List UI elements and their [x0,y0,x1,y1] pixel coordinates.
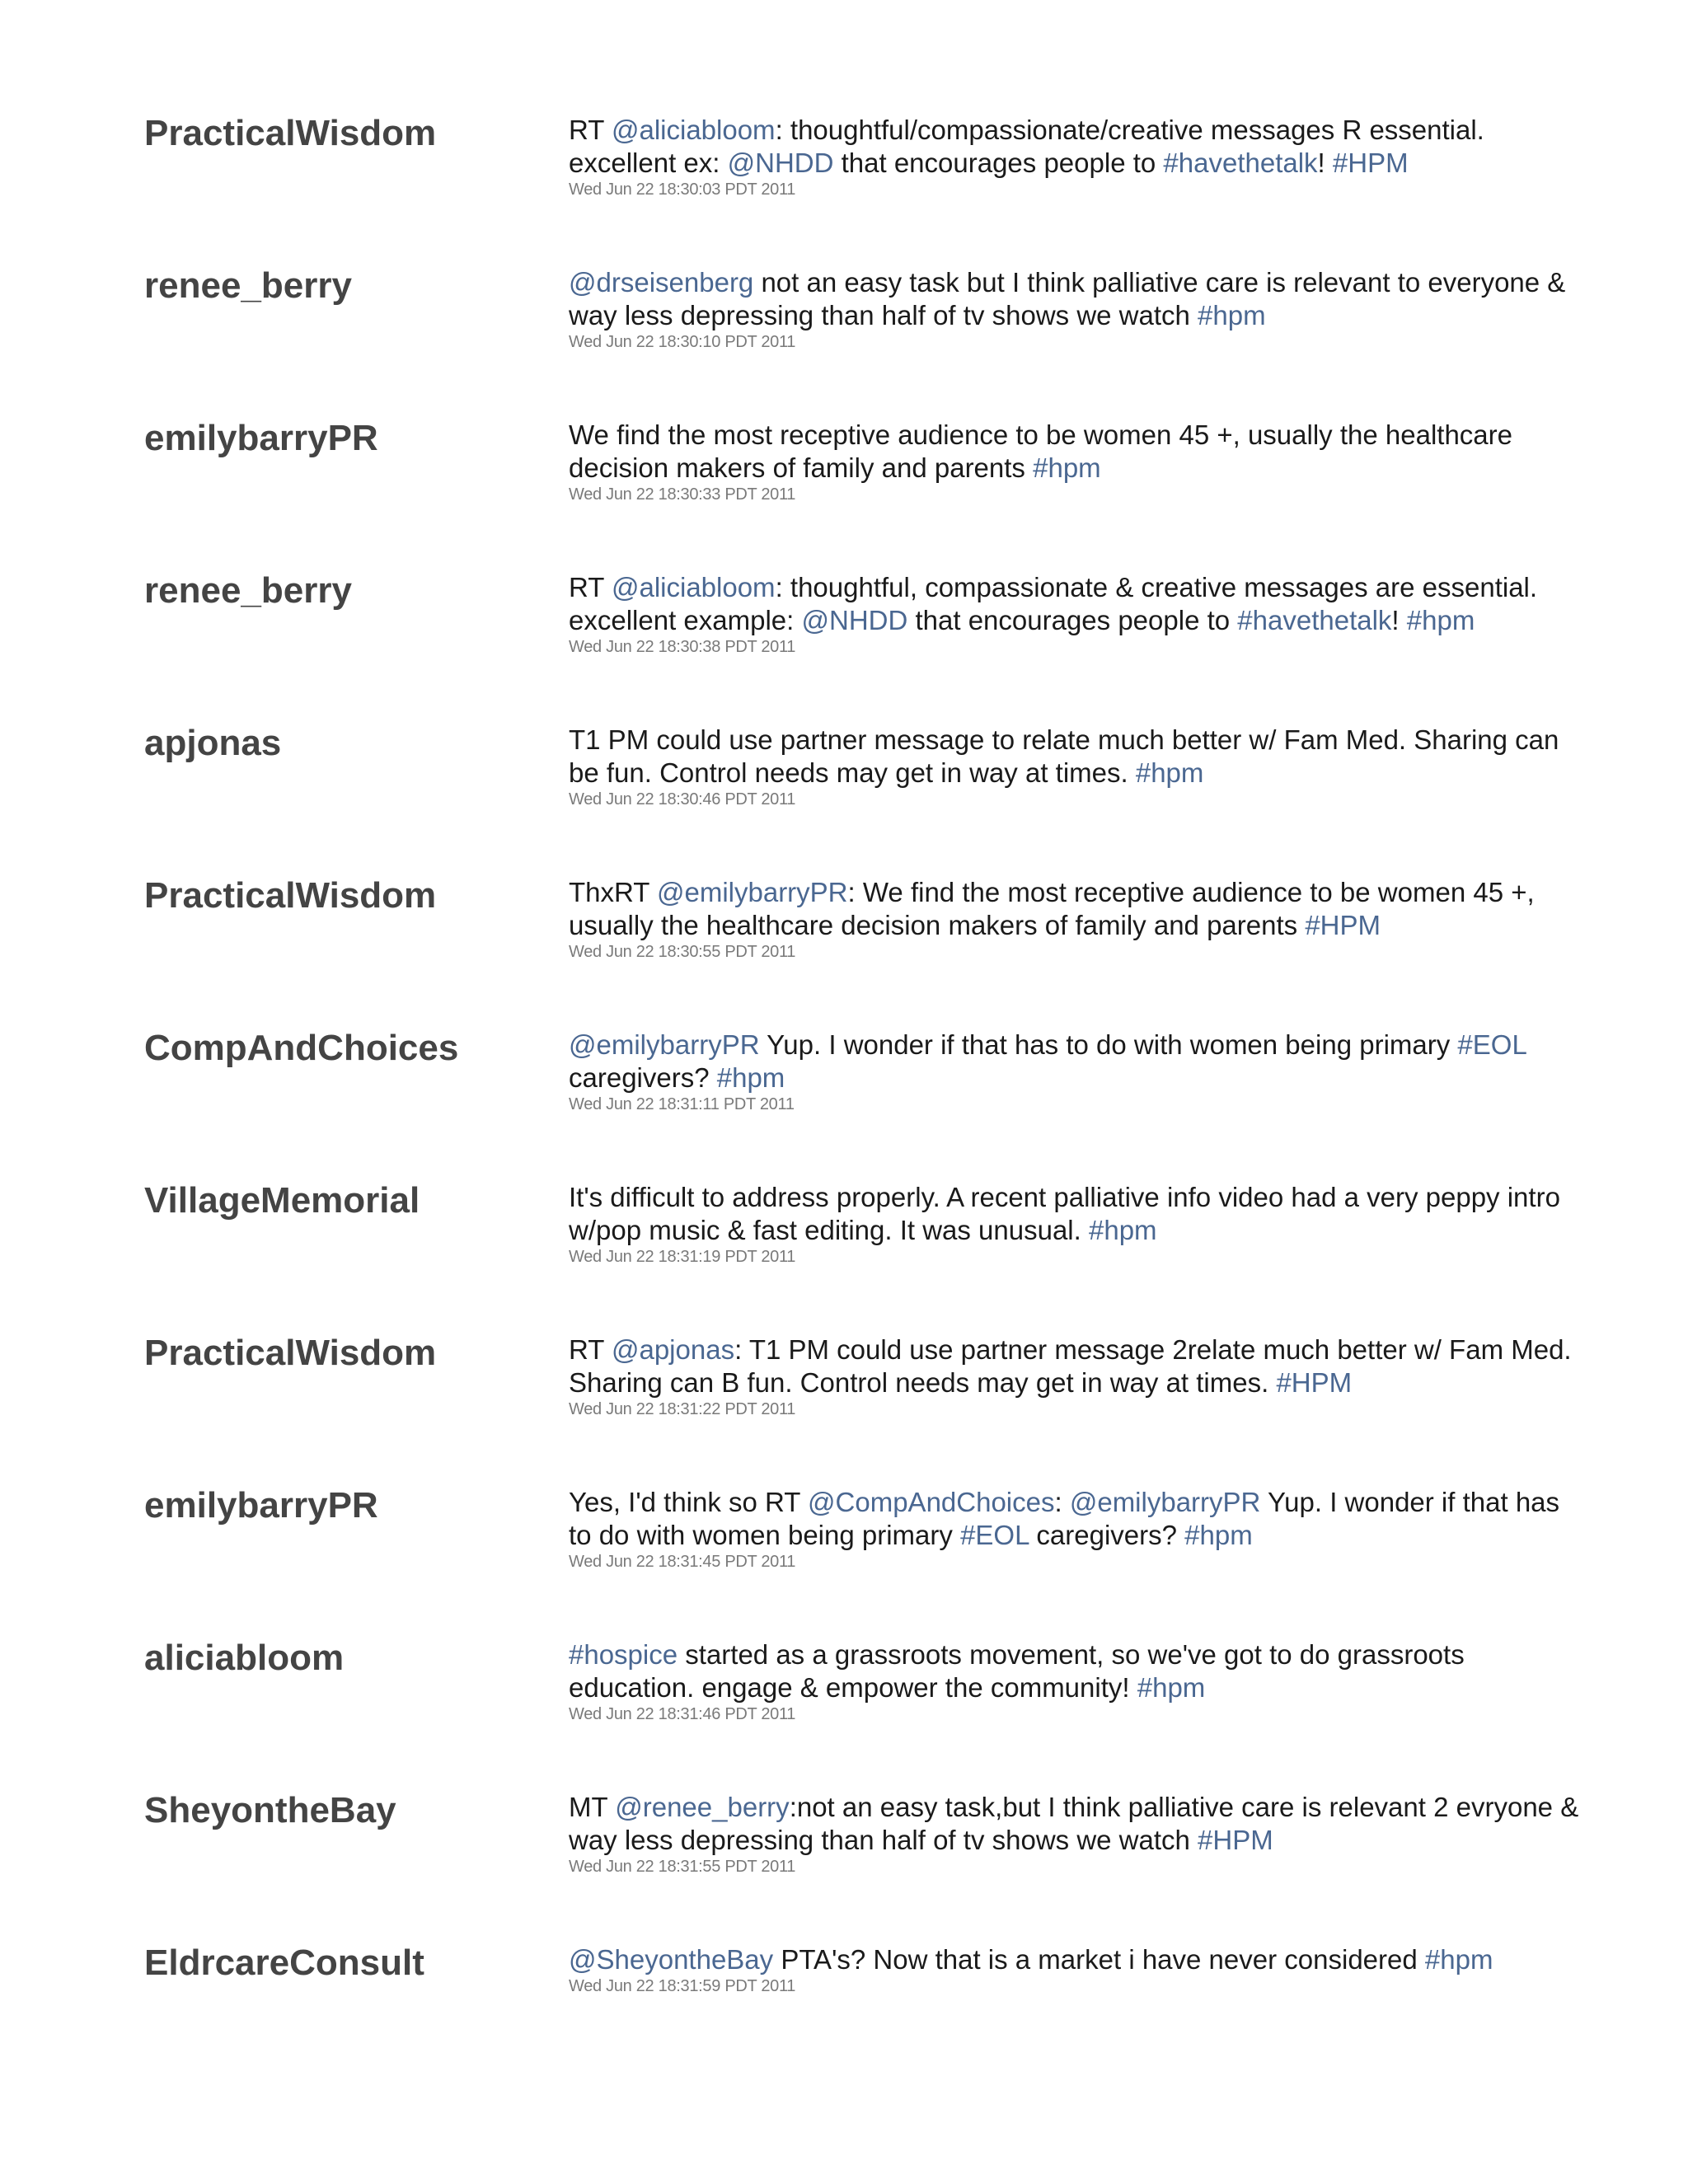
tweet-username[interactable]: PracticalWisdom [144,875,437,916]
tweet-timestamp: Wed Jun 22 18:30:10 PDT 2011 [569,333,796,351]
tweet-username[interactable]: emilybarryPR [144,1485,378,1526]
tweet-text-segment: Yup. I wonder if that has to do with women being primary [569,1487,1560,1550]
hashtag-link[interactable]: #hpm [1406,605,1475,635]
mention-link[interactable]: @CompAndChoices [808,1487,1055,1517]
tweet-text-segment: that encourages people to [907,605,1238,635]
tweet-text-segment: ! [1317,148,1333,178]
tweet-text-segment: MT [569,1792,616,1822]
hashtag-link[interactable]: #EOL [960,1520,1029,1550]
mention-link[interactable]: @SheyontheBay [569,1944,774,1975]
mention-link[interactable]: @emilybarryPR [656,877,848,907]
mention-link[interactable]: @NHDD [727,148,834,178]
tweet-text-segment: caregivers? [569,1062,717,1093]
tweet-text-segment: Yup. I wonder if that has to do with women being primary [759,1029,1458,1060]
tweet-text-segment: : We find the most receptive audience to be women 45 +, usually the healthcare decision makers of family and parents [569,877,1535,940]
tweet-username[interactable]: apjonas [144,723,282,763]
tweet-text-segment: not an easy task but I think palliative care is relevant to everyone & way less depressing than half of tv shows we watch [569,267,1566,330]
hashtag-link[interactable]: #hpm [1137,1672,1206,1703]
hashtag-link[interactable]: #havethetalk [1163,148,1318,178]
tweet-text-segment: RT [569,1334,612,1365]
tweet-username[interactable]: renee_berry [144,265,352,306]
page-bottom-margin [0,2100,1688,2184]
mention-link[interactable]: @NHDD [801,605,908,635]
mention-link[interactable]: @drseisenberg [569,267,754,298]
tweet-text [569,1943,1582,1976]
tweet-row [0,1525,1688,1723]
tweet-username[interactable]: CompAndChoices [144,1028,459,1068]
tweet-timestamp: Wed Jun 22 18:31:59 PDT 2011 [569,1977,796,1995]
tweet-timestamp: Wed Jun 22 18:31:11 PDT 2011 [569,1095,795,1113]
tweet-row [0,1830,1688,1995]
tweet-row [0,610,1688,808]
tweet-text-segment: :not an easy task,but I think palliative care is relevant 2 evryone & way less depressing than half of tv shows we watch [569,1792,1579,1855]
tweet-username[interactable]: VillageMemorial [144,1180,420,1221]
tweet-timestamp: Wed Jun 22 18:30:38 PDT 2011 [569,638,796,656]
tweet-timestamp: Wed Jun 22 18:30:55 PDT 2011 [569,943,796,961]
tweet-row [0,1372,1688,1571]
hashtag-link[interactable]: #hpm [1135,757,1204,788]
tweet-text-segment: started as a grassroots movement, so we've got to do grassroots education. engage & empower the community! [569,1639,1465,1703]
tweet-text-segment: : thoughtful/compassionate/creative messages R essential. excellent ex: [569,115,1484,178]
tweet-row [0,457,1688,656]
mention-link[interactable]: @emilybarryPR [1069,1487,1261,1517]
tweet-text-segment: ! [1391,605,1407,635]
tweet-username[interactable]: SheyontheBay [144,1790,396,1830]
tweet-row [0,0,1688,199]
tweet-text-segment: RT [569,572,612,602]
mention-link[interactable]: @aliciabloom [611,572,776,602]
hashtag-link[interactable]: #hospice [569,1639,678,1670]
tweet-row [0,762,1688,961]
hashtag-link[interactable]: #hpm [716,1062,785,1093]
hashtag-link[interactable]: #hpm [1088,1215,1157,1245]
tweet-text-segment: RT [569,115,612,145]
hashtag-link[interactable]: #HPM [1198,1825,1273,1855]
tweet-text-segment: Yes, I'd think so RT [569,1487,809,1517]
hashtag-link[interactable]: #EOL [1457,1029,1526,1060]
hashtag-link[interactable]: #havethetalk [1237,605,1392,635]
tweet-row [0,1067,1688,1266]
tweet-timestamp: Wed Jun 22 18:31:45 PDT 2011 [569,1553,796,1571]
tweet-username[interactable]: PracticalWisdom [144,1333,437,1373]
tweet-username[interactable]: emilybarryPR [144,418,378,458]
tweet-row [0,915,1688,1113]
hashtag-link[interactable]: #hpm [1033,452,1101,483]
tweet-timestamp: Wed Jun 22 18:31:46 PDT 2011 [569,1705,796,1723]
hashtag-link[interactable]: #HPM [1276,1367,1353,1398]
tweet-row [0,1677,1688,1876]
tweet-timestamp: Wed Jun 22 18:30:03 PDT 2011 [569,180,796,199]
mention-link[interactable]: @renee_berry [615,1792,790,1822]
tweet-text-segment: : thoughtful, compassionate & creative messages are essential. excellent example: [569,572,1538,635]
tweet-username[interactable]: aliciabloom [144,1638,345,1678]
tweet-text-segment: ThxRT [569,877,657,907]
tweet-timestamp: Wed Jun 22 18:30:46 PDT 2011 [569,790,796,808]
hashtag-link[interactable]: #HPM [1332,148,1409,178]
tweet-text-segment: that encourages people to [833,148,1164,178]
hashtag-link[interactable]: #hpm [1424,1944,1493,1975]
mention-link[interactable]: @aliciabloom [611,115,776,145]
tweet-row [0,305,1688,504]
tweet-text-segment: T1 PM could use partner message to relate much better w/ Fam Med. Sharing can be fun. Control needs may get in way at times. [569,724,1559,788]
mention-link[interactable]: @emilybarryPR [569,1029,760,1060]
tweet-timestamp: Wed Jun 22 18:31:55 PDT 2011 [569,1858,796,1876]
tweet-timestamp: Wed Jun 22 18:31:19 PDT 2011 [569,1248,796,1266]
hashtag-link[interactable]: #hpm [1198,300,1266,330]
tweet-text-segment: caregivers? [1029,1520,1185,1550]
tweet-text-segment: We find the most receptive audience to be women 45 +, usually the healthcare decision makers of family and parents [569,419,1512,483]
tweet-text-segment: It's difficult to address properly. A recent palliative info video had a very peppy intro w/pop music & fast editing. It was unusual. [569,1182,1560,1245]
mention-link[interactable]: @apjonas [611,1334,735,1365]
tweet-username[interactable]: EldrcareConsult [144,1943,424,1983]
tweet-timestamp: Wed Jun 22 18:31:22 PDT 2011 [569,1400,796,1418]
hashtag-link[interactable]: #HPM [1305,910,1381,940]
tweet-text-segment: : [1054,1487,1070,1517]
tweet-username[interactable]: renee_berry [144,570,352,611]
tweet-username[interactable]: PracticalWisdom [144,113,437,153]
tweet-row [0,152,1688,351]
tweet-row [0,1220,1688,1418]
tweet-text-segment: : T1 PM could use partner message 2relate much better w/ Fam Med. Sharing can B fun. Control needs may get in way at times. [569,1334,1572,1398]
tweet-text-segment: PTA's? Now that is a market i have never considered [773,1944,1425,1975]
hashtag-link[interactable]: #hpm [1184,1520,1253,1550]
tweet-timestamp: Wed Jun 22 18:30:33 PDT 2011 [569,485,796,504]
